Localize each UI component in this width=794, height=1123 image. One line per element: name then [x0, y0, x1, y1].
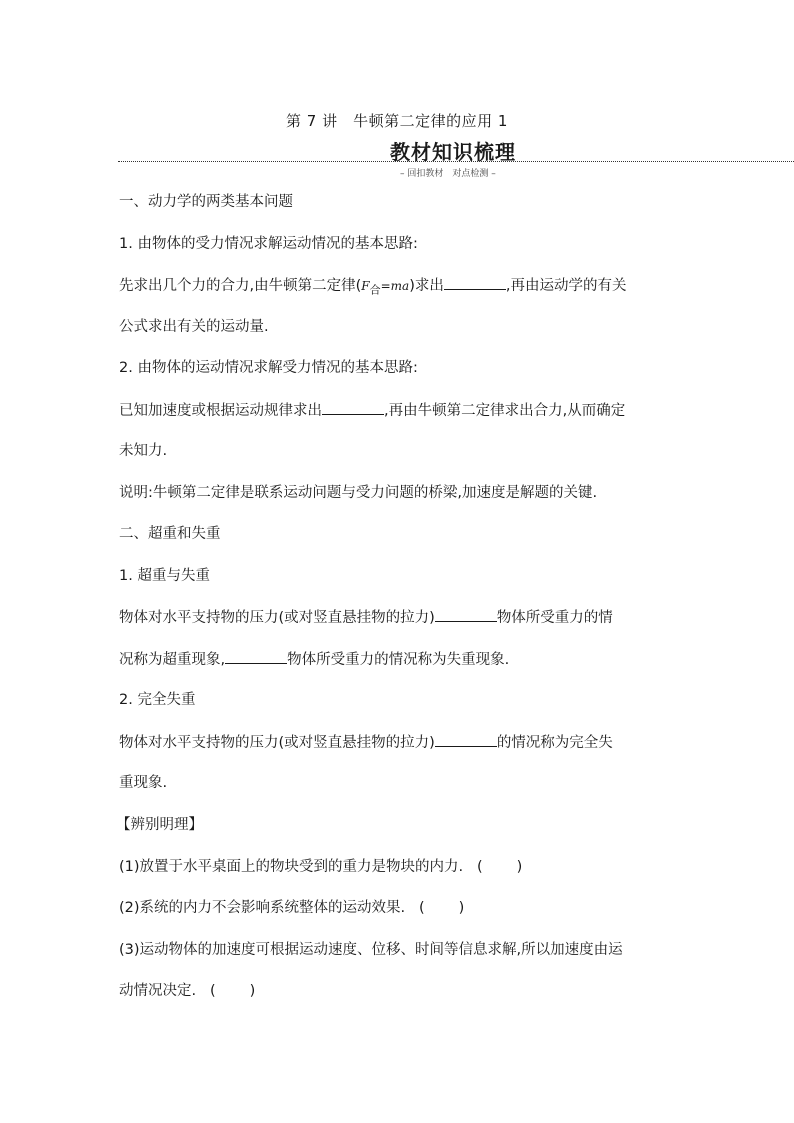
answer-paren[interactable]: ( ) [476, 859, 523, 875]
part1-item2-title: 2. 由物体的运动情况求解受力情况的基本思路: [119, 360, 418, 376]
text-segment: ,再由牛顿第二定律求出合力,从而确定 [384, 403, 626, 419]
text-segment: 先求出几个力的合力,由牛顿第二定律( [119, 278, 362, 294]
formula-F: F [361, 279, 370, 293]
quiz-text: (1)放置于水平桌面上的物块受到的重力是物块的内力. [119, 859, 464, 875]
part2-item1-line1 [119, 607, 613, 628]
quiz-text: (2)系统的内力不会影响系统整体的运动效果. [119, 900, 406, 916]
part1-item1-line2: 公式求出有关的运动量. [119, 319, 269, 335]
text-segment: 况称为超重现象, [119, 652, 226, 668]
part2-item1-title: 1. 超重与失重 [119, 568, 210, 584]
text-segment: 物体所受重力的情 [496, 610, 613, 626]
section-title: 教材知识梳理 [390, 140, 516, 164]
answer-paren[interactable]: ( ) [418, 900, 465, 916]
fill-blank[interactable] [435, 607, 497, 622]
part2-heading: 二、超重和失重 [119, 526, 221, 542]
part2-item2-title: 2. 完全失重 [119, 692, 196, 708]
quiz-item-3-line2 [119, 981, 255, 1001]
fill-blank[interactable] [225, 649, 287, 664]
part1-item1-title: 1. 由物体的受力情况求解运动情况的基本思路: [119, 236, 418, 252]
part1-heading: 一、动力学的两类基本问题 [119, 194, 293, 210]
part2-item2-line1 [119, 732, 613, 753]
section-subcaption: – 回扣教材 对点检测 – [400, 169, 496, 179]
text-segment: )求出 [409, 278, 444, 294]
text-segment: ,再由运动学的有关 [505, 278, 627, 294]
quiz-text: 动情况决定. [119, 983, 197, 999]
text-segment: 的情况称为完全失 [496, 735, 613, 751]
part1-item2-line1 [119, 400, 625, 421]
text-segment: 物体所受重力的情况称为失重现象. [287, 652, 510, 668]
quiz-heading: 【辨别明理】 [116, 817, 203, 833]
text-segment: 物体对水平支持物的压力(或对竖直悬挂物的拉力) [119, 735, 435, 751]
part1-item2-line2: 未知力. [119, 443, 168, 459]
answer-paren[interactable]: ( ) [209, 983, 256, 999]
fill-blank[interactable] [435, 732, 497, 747]
formula-rest: =ma [380, 279, 410, 293]
fill-blank[interactable] [322, 400, 384, 415]
quiz-item-1 [119, 857, 522, 877]
part2-item2-line2: 重现象. [119, 775, 168, 791]
quiz-item-3-line1: (3)运动物体的加速度可根据运动速度、位移、时间等信息求解,所以加速度由运 [119, 942, 623, 958]
part1-note: 说明:牛顿第二定律是联系运动问题与受力问题的桥梁,加速度是解题的关键. [119, 485, 598, 501]
part1-item1-line1 [119, 275, 626, 300]
text-segment: 物体对水平支持物的压力(或对竖直悬挂物的拉力) [119, 610, 435, 626]
fill-blank[interactable] [444, 275, 506, 290]
lecture-title: 第 7 讲 牛顿第二定律的应用 1 [286, 112, 508, 130]
formula [361, 279, 410, 297]
part2-item1-line2 [119, 649, 509, 670]
formula-subscript: 合 [369, 283, 381, 297]
quiz-item-2 [119, 898, 464, 918]
header-divider [118, 161, 794, 162]
text-segment: 已知加速度或根据运动规律求出 [119, 403, 322, 419]
